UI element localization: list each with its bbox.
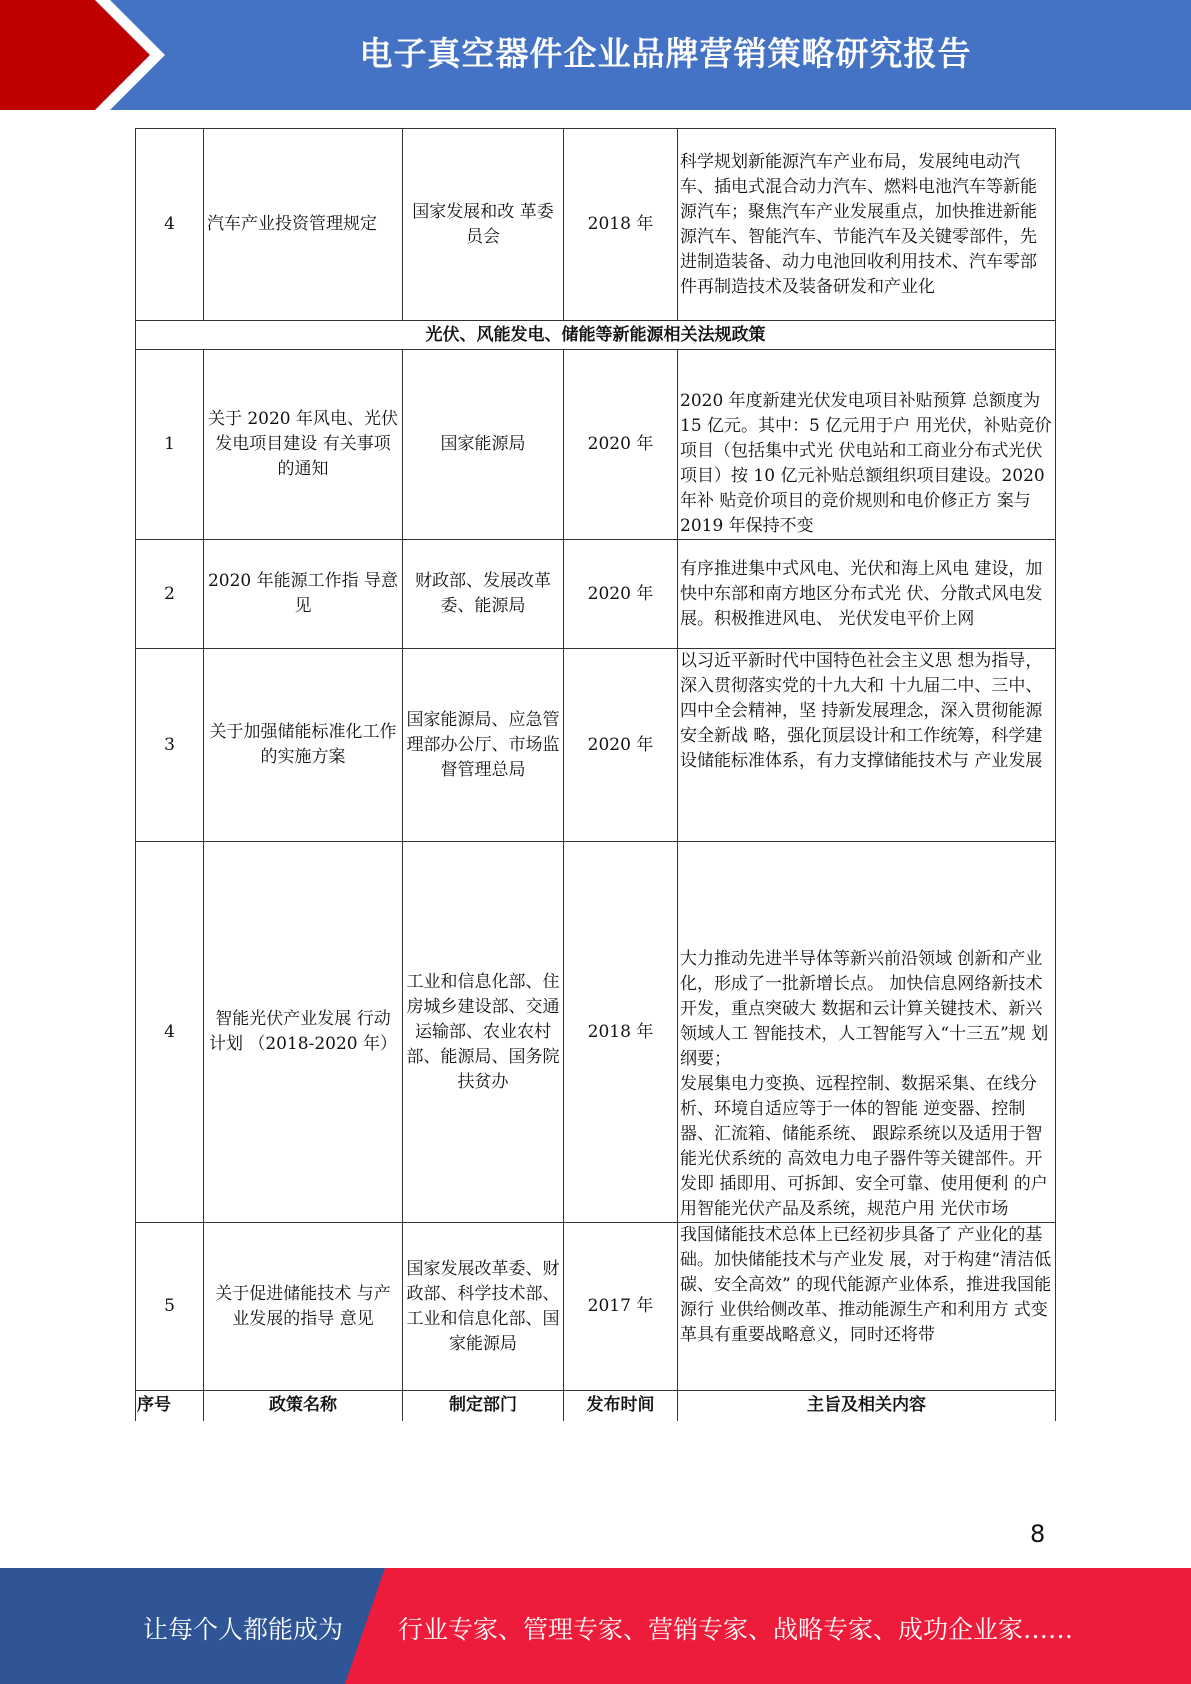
table-row	[136, 129, 1056, 321]
policy-date: 2017 年	[564, 1223, 678, 1391]
policy-name: 智能光伏产业发展 行动计划 （2018-2020 年）	[204, 842, 403, 1223]
policy-date: 2020 年	[564, 350, 678, 540]
footer-slogan-right: 行业专家、管理专家、营销专家、战略专家、成功企业家……	[398, 1615, 1074, 1644]
policy-date: 2018 年	[564, 842, 678, 1223]
policy-content: 以习近平新时代中国特色社会主义思 想为指导，深入贯彻落实党的十九大和 十九届二中、三中、四中全会精神，坚 持新发展理念，深入贯彻能源安全新战 略，强化顶层设计和工作统筹，科学建 设储能标准体系，有力支撑储能技术与 产业发展	[678, 649, 1056, 842]
policy-date: 2020 年	[564, 540, 678, 649]
table-row	[136, 649, 1056, 842]
policy-name: 汽车产业投资管理规定	[204, 129, 403, 321]
column-header-date: 发布时间	[564, 1391, 678, 1421]
row-number: 4	[136, 129, 204, 321]
policy-name: 关于 2020 年风电、光伏发电项目建设 有关事项的通知	[204, 350, 403, 540]
table-row	[136, 1223, 1056, 1391]
column-header-content: 主旨及相关内容	[678, 1391, 1056, 1421]
row-number: 3	[136, 649, 204, 842]
row-number: 4	[136, 842, 204, 1223]
page-footer	[0, 1568, 1191, 1684]
policy-content: 我国储能技术总体上已经初步具备了 产业化的基础。加快储能技术与产业发 展，对于构建“清洁低碳、安全高效” 的现代能源产业体系，推进我国能源行 业供给侧改革、推动能源生产和利用方 式变革具有重要战略意义，同时还将带	[678, 1223, 1056, 1391]
section-row	[136, 321, 1056, 350]
policy-dept: 国家能源局、应急管理部办公厅、市场监督管理总局	[403, 649, 564, 842]
table-row	[136, 540, 1056, 649]
table-header-row	[136, 1391, 1056, 1421]
policy-date: 2018 年	[564, 129, 678, 321]
policy-dept: 国家能源局	[403, 350, 564, 540]
table-row	[136, 350, 1056, 540]
section-title: 光伏、风能发电、储能等新能源相关法规政策	[136, 321, 1056, 350]
footer-slogan-left: 让每个人都能成为	[143, 1615, 344, 1644]
policy-table	[135, 128, 1056, 1421]
policy-name: 关于加强储能标准化工作的实施方案	[204, 649, 403, 842]
policy-dept: 财政部、发展改革委、能源局	[403, 540, 564, 649]
page-number: 8	[1030, 1520, 1046, 1548]
policy-content: 科学规划新能源汽车产业布局，发展纯电动汽车、插电式混合动力汽车、燃料电池汽车等新能源汽车；聚焦汽车产业发展重点，加快推进新能源汽车、智能汽车、节能汽车及关键零部件，先进制造装备、动力电池回收利用技术、汽车零部件再制造技术及装备研发和产业化	[678, 129, 1056, 321]
policy-dept: 工业和信息化部、住房城乡建设部、交通运输部、农业农村部、能源局、国务院扶贫办	[403, 842, 564, 1223]
header-title: 电子真空器件企业品牌营销策略研究报告	[359, 34, 972, 73]
policy-content: 有序推进集中式风电、光伏和海上风电 建设，加快中东部和南方地区分布式光 伏、分散式风电发展。积极推进风电、 光伏发电平价上网	[678, 540, 1056, 649]
header-red-arrow	[0, 0, 150, 110]
table-row	[136, 842, 1056, 1223]
policy-dept: 国家发展改革委、财政部、科学技术部、工业和信息化部、国家能源局	[403, 1223, 564, 1391]
column-header-no: 序号	[136, 1391, 204, 1421]
row-number: 1	[136, 350, 204, 540]
column-header-name: 政策名称	[204, 1391, 403, 1421]
policy-dept: 国家发展和改 革委员会	[403, 129, 564, 321]
policy-content-part-2: 发展集电力变换、远程控制、数据采集、在线分析、环境自适应等于一体的智能 逆变器、控制器、汇流箱、储能系统、 跟踪系统以及适用于智能光伏系统的 高效电力电子器件等关键部件。开发即 插即用、可拆卸、安全可靠、使用便利 的户用智能光伏产品及系统，规范户用 光伏市场	[680, 1074, 1048, 1219]
policy-content: 2020 年度新建光伏发电项目补贴预算 总额度为 15 亿元。其中：5 亿元用于户 用光伏，补贴竞价项目（包括集中式光 伏电站和工商业分布式光伏项目）按 10 亿元补贴总额组织项目建设。2020 年补 贴竞价项目的竞价规则和电价修正方 案与 2019 年保持不变	[678, 350, 1056, 540]
policy-date: 2020 年	[564, 649, 678, 842]
page-header	[0, 0, 1191, 110]
policy-name: 关于促进储能技术 与产业发展的指导 意见	[204, 1223, 403, 1391]
policy-content-part-1: 大力推动先进半导体等新兴前沿领域 创新和产业化，形成了一批新增长点。 加快信息网络新技术开发，重点突破大 数据和云计算关键技术、新兴领域人工 智能技术，人工智能写入“十三五”规 划纲要；	[680, 949, 1049, 1069]
row-number: 2	[136, 540, 204, 649]
policy-content	[678, 842, 1056, 1223]
policy-name: 2020 年能源工作指 导意见	[204, 540, 403, 649]
column-header-dept: 制定部门	[403, 1391, 564, 1421]
row-number: 5	[136, 1223, 204, 1391]
